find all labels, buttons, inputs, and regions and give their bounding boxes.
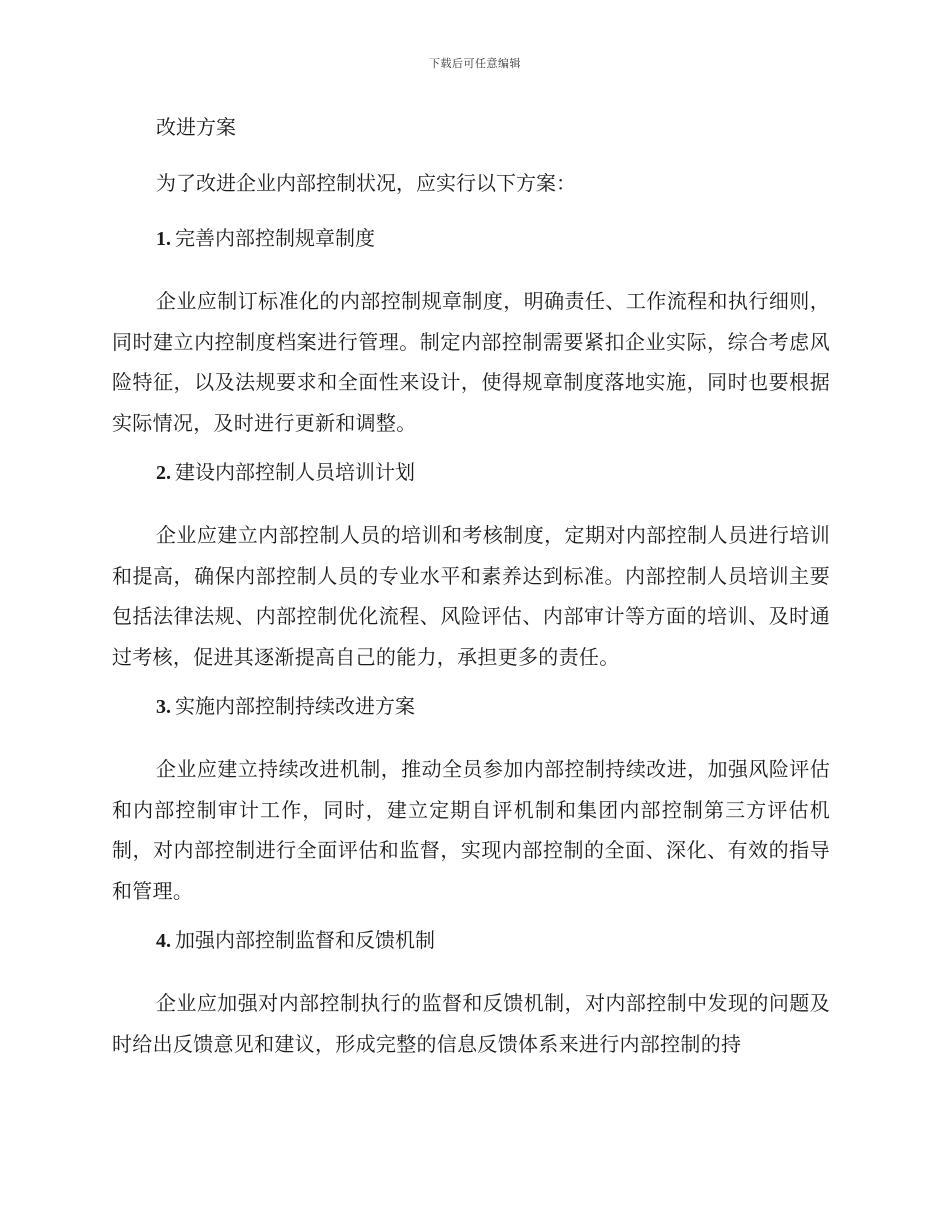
- section-heading: [156, 691, 830, 749]
- section-paragraph: 企业应建立内部控制人员的培训和考核制度，定期对内部控制人员进行培训和提高，确保内部控制人员的专业水平和素养达到标准。内部控制人员培训主要包括法律法规、内部控制优化流程、风险评估、内部审计等方面的培训、及时通过考核，促进其逐渐提高自己的能力，承担更多的责任。: [112, 523, 830, 669]
- section-number: 4.: [156, 930, 171, 952]
- section-1: [112, 223, 830, 443]
- section-heading: [156, 925, 830, 983]
- document-title: 改进方案: [156, 115, 236, 139]
- section-number: 3.: [156, 696, 171, 718]
- section-paragraph: 企业应制订标准化的内部控制规章制度，明确责任、工作流程和执行细则，同时建立内控制度档案进行管理。制定内部控制需要紧扣企业实际，综合考虑风险特征，以及法规要求和全面性来设计，使得规章制度落地实施，同时也要根据实际情况，及时进行更新和调整。: [112, 289, 830, 435]
- document-body: [112, 112, 830, 1078]
- section-paragraph: 企业应建立持续改进机制，推动全员参加内部控制持续改进，加强风险评估和内部控制审计工作，同时，建立定期自评机制和集团内部控制第三方评估机制，对内部控制进行全面评估和监督，实现内部控制的全面、深化、有效的指导和管理。: [112, 757, 830, 903]
- section-2: [112, 457, 830, 677]
- section-paragraph: 企业应加强对内部控制执行的监督和反馈机制，对内部控制中发现的问题及时给出反馈意见和建议，形成完整的信息反馈体系来进行内部控制的持: [112, 991, 830, 1056]
- section-heading: [156, 457, 830, 515]
- section-title: 建设内部控制人员培训计划: [175, 460, 415, 484]
- section-number: 1.: [156, 228, 171, 250]
- section-3: [112, 691, 830, 911]
- section-heading: [156, 223, 830, 281]
- intro-paragraph: 为了改进企业内部控制状况，应实行以下方案：: [156, 171, 576, 195]
- section-title: 实施内部控制持续改进方案: [175, 694, 415, 718]
- page-header: 下载后可任意编辑: [429, 57, 521, 70]
- section-title: 完善内部控制规章制度: [175, 226, 375, 250]
- section-title: 加强内部控制监督和反馈机制: [175, 928, 435, 952]
- section-number: 2.: [156, 462, 171, 484]
- section-4: [112, 925, 830, 1064]
